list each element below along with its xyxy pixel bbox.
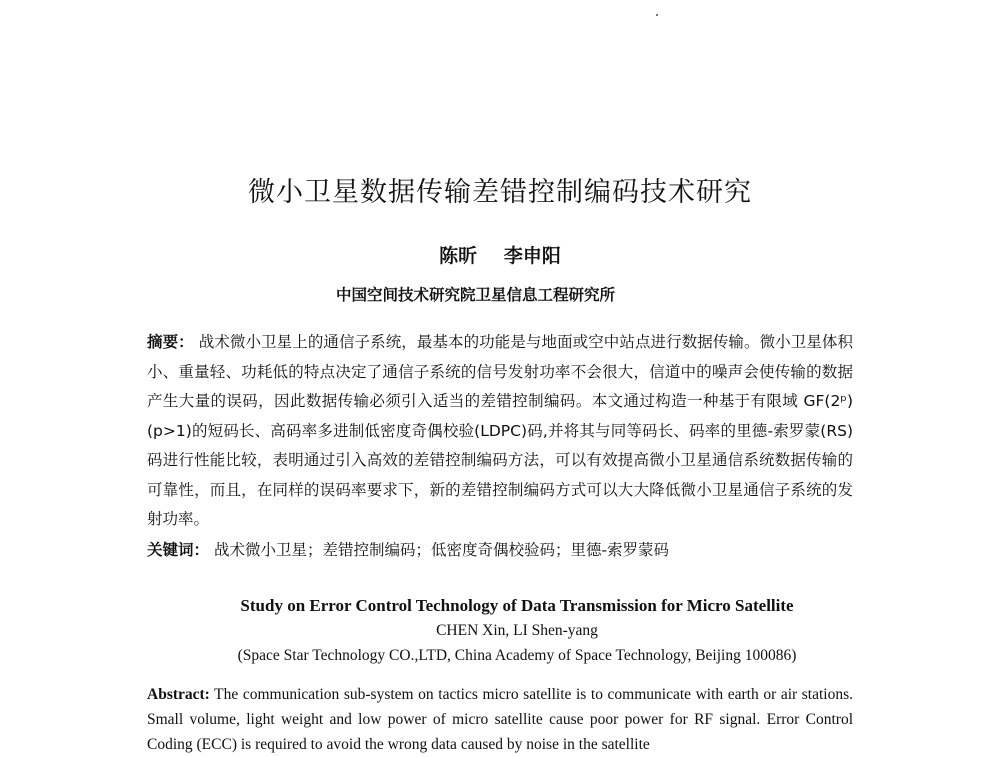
abstract-en <box>147 682 853 757</box>
scan-speck <box>656 14 658 16</box>
abstract-zh-text: 战术微小卫星上的通信子系统，最基本的功能是与地面或空中站点进行数据传输。微小卫星体积小、重量轻、功耗低的特点决定了通信子系统的信号发射功率不会很大，信道中的噪声会使传输的数据产生大量的误码，因此数据传输必须引入适当的差错控制编码。本文通过构造一种基于有限域 GF(2ᵖ) (p>1)的短码长、高码率多进制低密度奇偶校验(LDPC)码,并将其与同等码长、码率的里德-索罗蒙(RS)码进行性能比较，表明通过引入高效的差错控制编码方法，可以有效提高微小卫星通信系统数据传输的可靠性，而且，在同样的误码率要求下，新的差错控制编码方式可以大大降低微小卫星通信子系统的发射功率。 <box>147 333 853 528</box>
keywords-zh-text: 战术微小卫星；差错控制编码；低密度奇偶校验码；里德-索罗蒙码 <box>213 541 670 559</box>
author-1: 陈昕 <box>439 245 478 267</box>
abstract-zh <box>147 328 853 535</box>
keywords-zh <box>147 538 853 560</box>
paper-title-en: Study on Error Control Technology of Data Transmission for Micro Satellite <box>240 596 794 615</box>
author-2: 李申阳 <box>503 245 561 267</box>
abstract-en-text: The communication sub-system on tactics micro satellite is to communicate with earth or air stations. Small volume, light weight and low power of micro satellite cause poor power for RF signal. Error Control Coding (ECC) is required to avoid the wrong data caused by noise in the satellite <box>147 686 853 753</box>
keywords-zh-label: 关键词： <box>147 541 210 559</box>
authors-zh <box>0 241 1000 268</box>
affiliation-en: (Space Star Technology CO.,LTD, China Academy of Space Technology, Beijing 100086) <box>237 647 797 664</box>
abstract-en-label: Abstract: <box>147 686 210 703</box>
abstract-zh-label: 摘要： <box>147 333 194 351</box>
paper-title-zh: 微小卫星数据传输差错控制编码技术研究 <box>248 177 752 208</box>
affiliation-zh: 中国空间技术研究院卫星信息工程研究所 <box>336 286 616 304</box>
authors-en: CHEN Xin, LI Shen-yang <box>436 622 598 639</box>
